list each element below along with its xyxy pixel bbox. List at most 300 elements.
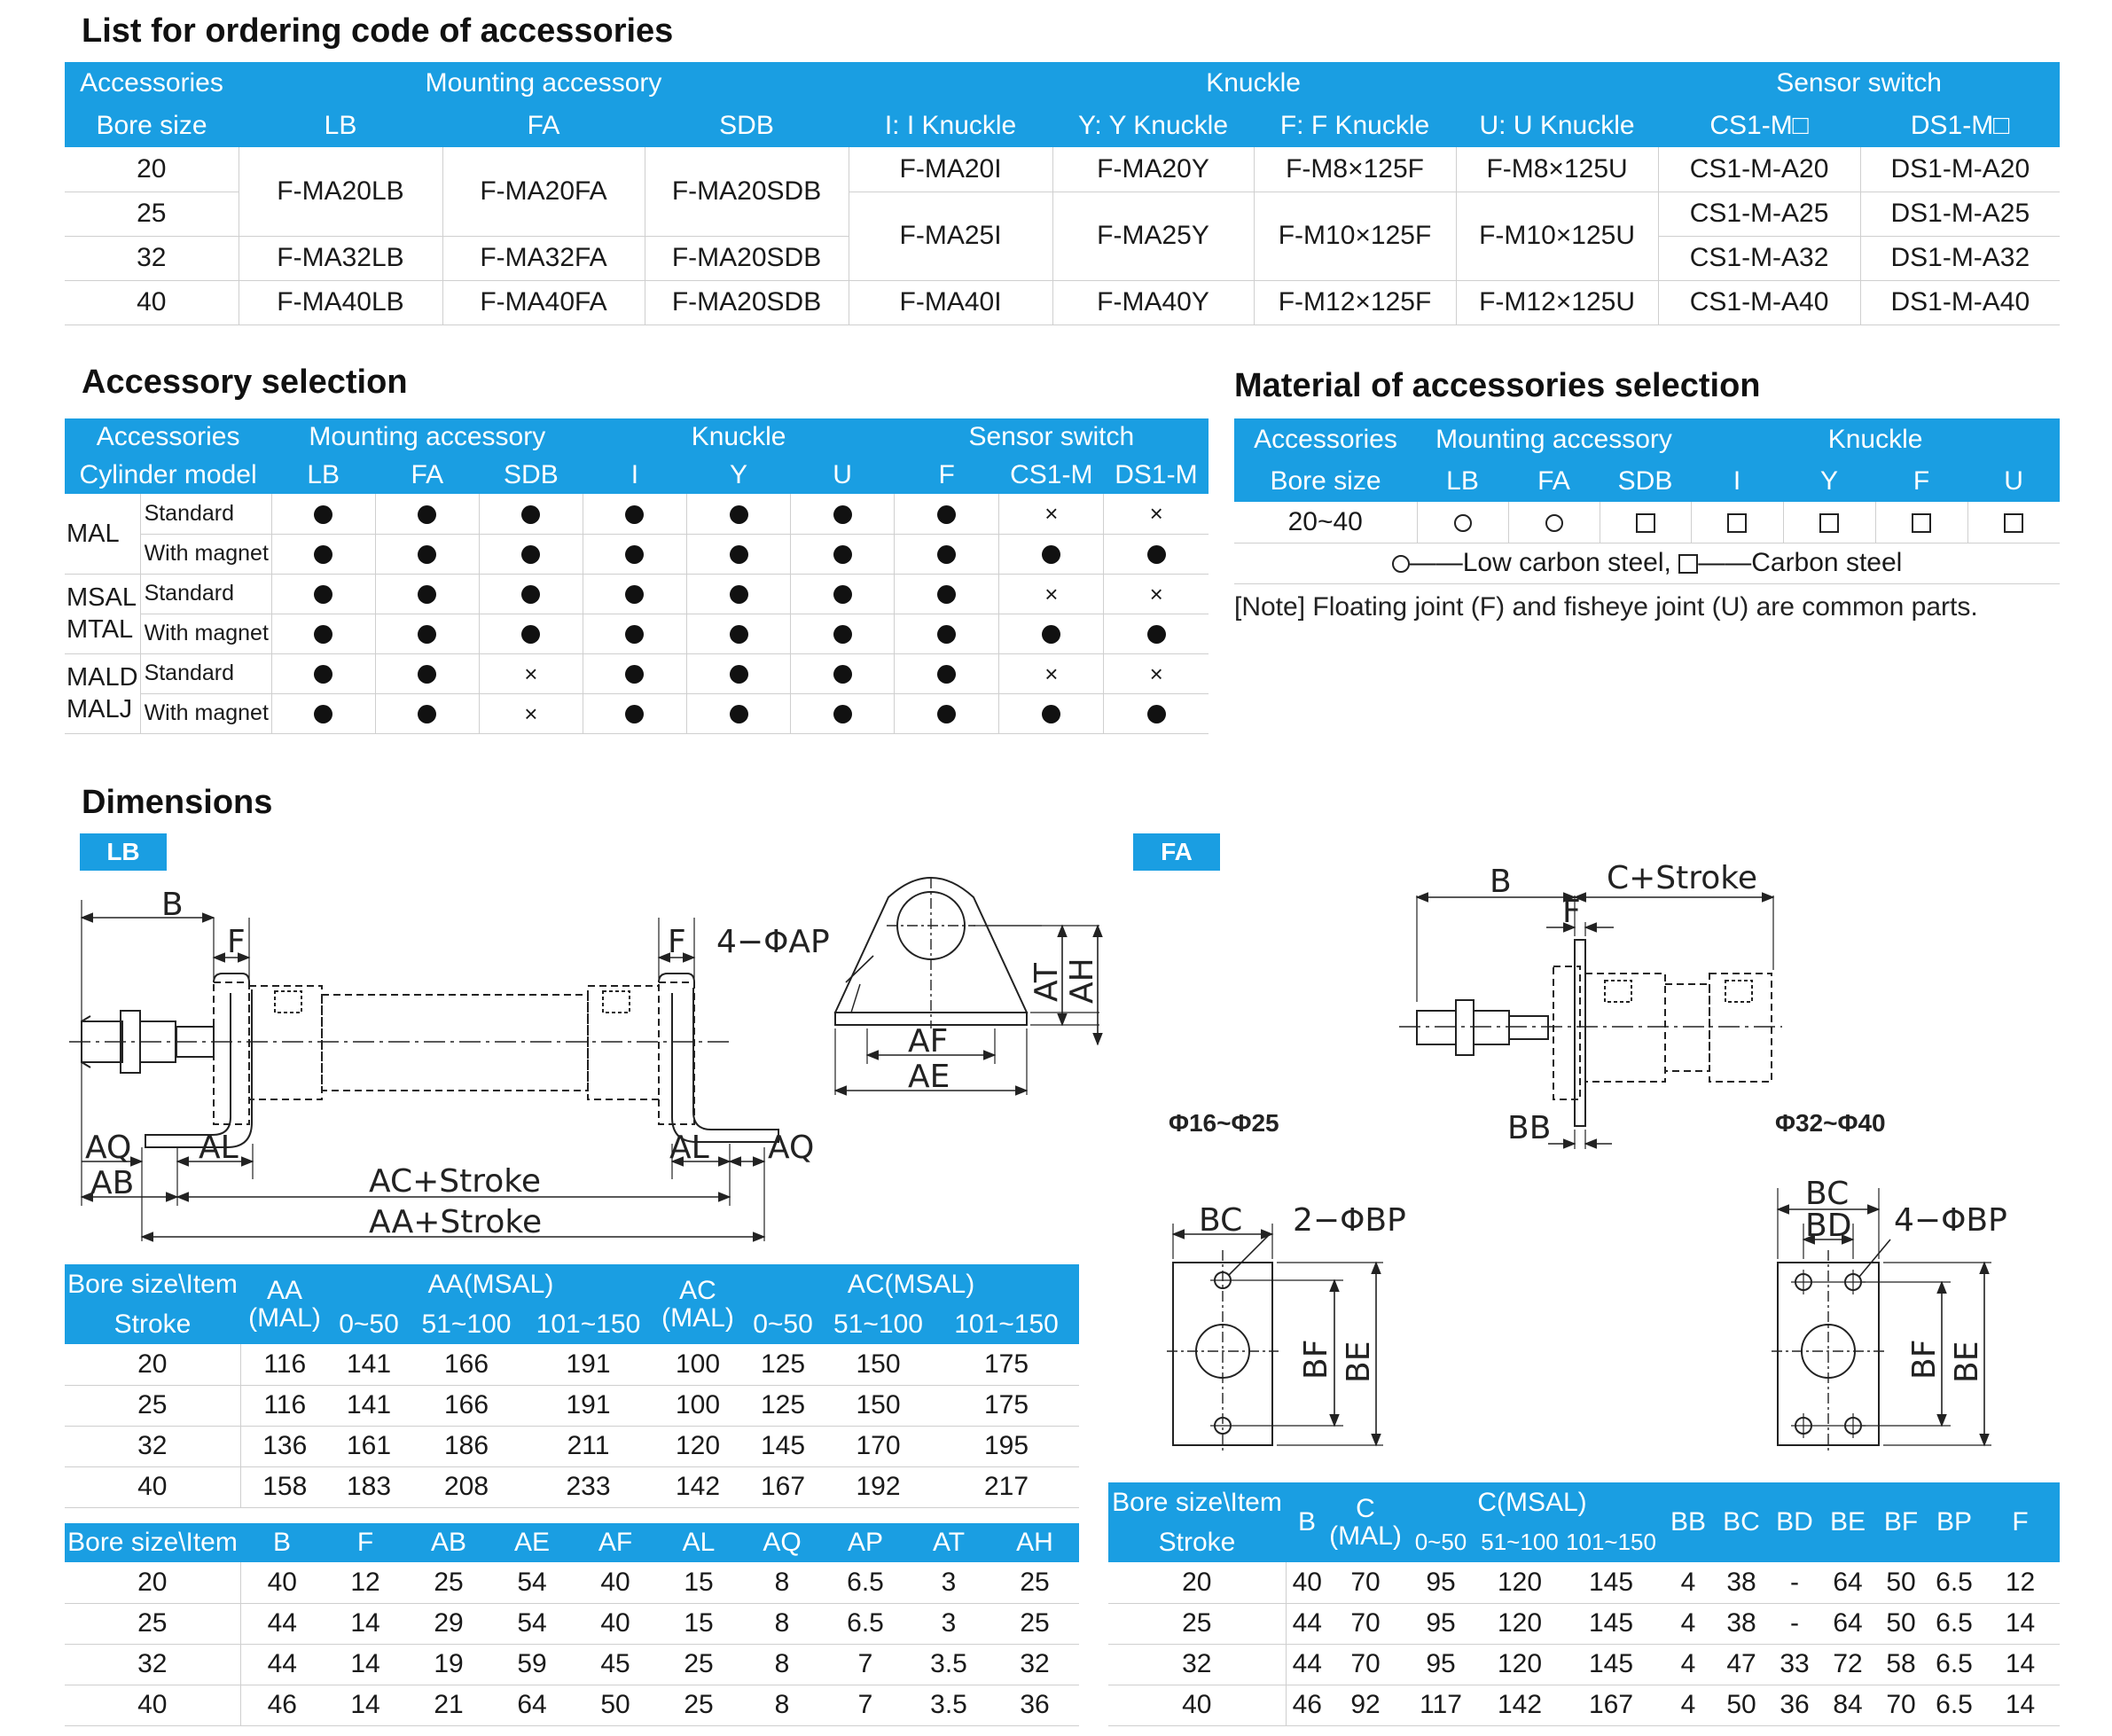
value-cell: 6.5 (1928, 1562, 1981, 1603)
ordering-h-f: F: F Knuckle (1254, 104, 1456, 147)
ordering-cell: F-MA20LB (239, 147, 442, 236)
ordering-cell: DS1-M-A20 (1860, 147, 2060, 192)
value-cell: 36 (1768, 1685, 1821, 1725)
value-cell: 120 (1479, 1644, 1561, 1685)
value-cell: 186 (409, 1426, 524, 1466)
ordering-h-sdb: SDB (645, 104, 849, 147)
value-cell: 145 (1561, 1644, 1662, 1685)
ordering-cell: F-M12×125F (1254, 280, 1456, 325)
ordering-cell: CS1-M-A40 (1658, 280, 1860, 325)
value-cell: 44 (1286, 1603, 1328, 1644)
value-cell: 6.5 (1928, 1603, 1981, 1644)
mat-h-accessories: Accessories (1234, 418, 1417, 460)
value-cell: 70 (1328, 1562, 1403, 1603)
lb-label-ap: 4−ΦAP (716, 924, 830, 960)
fa-tag: FA (1133, 833, 1220, 871)
value-cell: 40 (574, 1562, 657, 1603)
value-cell: 191 (524, 1344, 653, 1385)
value-cell: 84 (1821, 1685, 1874, 1725)
value-cell: 92 (1328, 1685, 1403, 1725)
ordering-h-u: U: U Knuckle (1456, 104, 1658, 147)
fa-label-b: B (1490, 864, 1512, 900)
value-cell: 95 (1403, 1644, 1479, 1685)
value-cell: 8 (740, 1644, 824, 1685)
lb-label-aa: AA+Stroke (369, 1204, 543, 1240)
cross-icon: × (1149, 580, 1163, 607)
ordering-h-lb: LB (239, 104, 442, 147)
ordering-bore: 25 (65, 192, 239, 236)
sel-h-f: F (895, 456, 999, 494)
value-cell: 50 (1874, 1603, 1928, 1644)
ordering-h-cs: CS1-M□ (1658, 104, 1860, 147)
lb-label-al-left: AL (199, 1130, 239, 1166)
sel-h-cs: CS1-M (999, 456, 1104, 494)
value-cell: 8 (740, 1603, 824, 1644)
value-cell: 6.5 (1928, 1644, 1981, 1685)
lb-label-ae: AE (908, 1059, 950, 1095)
lb-label-f-right: F (668, 924, 686, 960)
legend-low-carbon: ——Low carbon steel, (1409, 548, 1679, 577)
value-cell: 70 (1328, 1603, 1403, 1644)
value-cell: 3.5 (907, 1644, 990, 1685)
value-cell: 25 (990, 1603, 1079, 1644)
value-cell: 4 (1662, 1562, 1715, 1603)
value-cell: 25 (657, 1685, 740, 1725)
mat-h-f: F (1875, 460, 1967, 502)
mat-h-fa: FA (1508, 460, 1600, 502)
value-cell: 38 (1715, 1603, 1768, 1644)
value-cell: 95 (1403, 1603, 1479, 1644)
ordering-bore: 20 (65, 147, 239, 192)
lb1-h-ac-msal: AC(MSAL) (743, 1264, 1079, 1305)
value-cell: 46 (1286, 1685, 1328, 1725)
mat-h-lb: LB (1417, 460, 1508, 502)
value-cell: 58 (1874, 1644, 1928, 1685)
value-cell: 70 (1328, 1644, 1403, 1685)
value-cell: 47 (1715, 1644, 1768, 1685)
table-row (65, 1685, 1079, 1725)
lb2-header: B (240, 1523, 324, 1562)
fa-h-item: Bore size\Item (1108, 1482, 1286, 1523)
value-cell: 208 (409, 1466, 524, 1507)
value-cell: - (1768, 1562, 1821, 1603)
value-cell: 25 (990, 1562, 1079, 1603)
lb1-h-range: 51~100 (823, 1305, 934, 1344)
lb-dimension-table-2 (65, 1523, 1079, 1726)
ordering-h-accessories: Accessories (65, 62, 239, 104)
table-row (65, 1426, 1079, 1466)
fa-label-bp2: 2−ΦBP (1293, 1202, 1406, 1239)
value-cell: 3 (907, 1603, 990, 1644)
lb-label-aq-right: AQ (768, 1130, 815, 1166)
value-cell: 8 (740, 1562, 824, 1603)
ordering-cell: F-MA20Y (1052, 147, 1254, 192)
ordering-cell: F-M12×125U (1456, 280, 1658, 325)
lb1-h-range: 0~50 (743, 1305, 823, 1344)
value-cell: 44 (240, 1644, 324, 1685)
bore-cell: 32 (1108, 1644, 1286, 1685)
bore-cell: 20 (1108, 1562, 1286, 1603)
value-cell: 116 (240, 1344, 329, 1385)
cross-icon: × (1044, 660, 1059, 687)
fa-h-range: 51~100 (1479, 1523, 1561, 1562)
value-cell: 3.5 (907, 1685, 990, 1725)
table-row (1108, 1685, 2060, 1725)
value-cell: 50 (574, 1685, 657, 1725)
lb2-header: AQ (740, 1523, 824, 1562)
value-cell: 4 (1662, 1644, 1715, 1685)
value-cell: 50 (1715, 1685, 1768, 1725)
fa-label-bc-large: BC (1805, 1176, 1850, 1212)
ordering-bore: 40 (65, 280, 239, 325)
ordering-cell: F-MA20I (849, 147, 1052, 192)
value-cell: 12 (324, 1562, 407, 1603)
table-row (65, 1603, 1079, 1644)
value-cell: 4 (1662, 1603, 1715, 1644)
cylinder-model: MSAL MTAL (65, 574, 140, 653)
value-cell: 36 (990, 1685, 1079, 1725)
lb1-h-range: 0~50 (329, 1305, 409, 1344)
value-cell: 166 (409, 1385, 524, 1426)
lb-dimension-table-1 (65, 1264, 1079, 1508)
fa-dimension-table (1108, 1482, 2060, 1726)
value-cell: 46 (240, 1685, 324, 1725)
model-variant: Standard (140, 574, 271, 614)
fa-label-be-large: BE (1949, 1341, 1985, 1383)
value-cell: 161 (329, 1426, 409, 1466)
value-cell: 45 (574, 1644, 657, 1685)
value-cell: 25 (657, 1644, 740, 1685)
value-cell: 32 (990, 1644, 1079, 1685)
sel-h-model: Cylinder model (65, 456, 271, 494)
lb2-header: AL (657, 1523, 740, 1562)
value-cell: 100 (653, 1344, 743, 1385)
value-cell: 150 (823, 1344, 934, 1385)
lb2-header: AE (490, 1523, 574, 1562)
value-cell: 142 (1479, 1685, 1561, 1725)
value-cell: 7 (824, 1685, 907, 1725)
material-note: [Note] Floating joint (F) and fisheye joint (U) are common parts. (1234, 592, 1978, 622)
value-cell: 7 (824, 1644, 907, 1685)
mat-h-sdb: SDB (1600, 460, 1691, 502)
value-cell: 8 (740, 1685, 824, 1725)
value-cell: - (1768, 1603, 1821, 1644)
fa-h-b: B (1286, 1482, 1328, 1562)
sel-h-i: I (583, 456, 686, 494)
value-cell: 54 (490, 1562, 574, 1603)
bore-cell: 32 (65, 1426, 240, 1466)
value-cell: 211 (524, 1426, 653, 1466)
fa-header: BD (1768, 1482, 1821, 1562)
ordering-cell: DS1-M-A25 (1860, 192, 2060, 236)
value-cell: 136 (240, 1426, 329, 1466)
fa-header: BE (1821, 1482, 1874, 1562)
fa-label-be-small: BE (1341, 1341, 1377, 1383)
ordering-h-sensor: Sensor switch (1658, 62, 2060, 104)
cross-icon: × (1044, 500, 1059, 528)
value-cell: 40 (574, 1603, 657, 1644)
lb-label-at: AT (1029, 963, 1065, 1002)
fa-label-bf-large: BF (1906, 1339, 1943, 1380)
sel-h-fa: FA (375, 456, 479, 494)
value-cell: 25 (407, 1562, 490, 1603)
value-cell: 14 (1981, 1644, 2060, 1685)
sel-h-sdb: SDB (479, 456, 583, 494)
value-cell: 145 (1561, 1562, 1662, 1603)
lb-label-f-left: F (227, 924, 246, 960)
ordering-h-fa: FA (442, 104, 645, 147)
value-cell: 64 (1821, 1603, 1874, 1644)
value-cell: 167 (1561, 1685, 1662, 1725)
table-row (1108, 1603, 2060, 1644)
value-cell: 166 (409, 1344, 524, 1385)
sel-h-accessories: Accessories (65, 418, 271, 456)
lb2-header: AP (824, 1523, 907, 1562)
ordering-cell: DS1-M-A40 (1860, 280, 2060, 325)
fa-label-bp4: 4−ΦBP (1894, 1202, 2007, 1239)
value-cell: 14 (1981, 1603, 2060, 1644)
ordering-h-bore: Bore size (65, 104, 239, 147)
lb1-h-aa: AA (MAL) (240, 1264, 329, 1344)
value-cell: 141 (329, 1385, 409, 1426)
value-cell: 19 (407, 1644, 490, 1685)
value-cell: 70 (1874, 1685, 1928, 1725)
value-cell: 170 (823, 1426, 934, 1466)
value-cell: 142 (653, 1466, 743, 1507)
ordering-cell: F-MA40FA (442, 280, 645, 325)
cross-icon: × (1149, 500, 1163, 528)
ordering-cell: F-M10×125F (1254, 192, 1456, 280)
fa-label-f: F (1562, 894, 1581, 930)
sel-h-y: Y (687, 456, 791, 494)
ordering-cell: F-MA32LB (239, 236, 442, 280)
ordering-cell: CS1-M-A32 (1658, 236, 1860, 280)
value-cell: 72 (1821, 1644, 1874, 1685)
value-cell: 59 (490, 1644, 574, 1685)
lb1-h-range: 101~150 (934, 1305, 1079, 1344)
value-cell: 64 (490, 1685, 574, 1725)
fa-small-caption: Φ16~Φ25 (1169, 1109, 1279, 1137)
value-cell: 6.5 (824, 1603, 907, 1644)
fa-label-c: C+Stroke (1607, 860, 1758, 896)
value-cell: 64 (1821, 1562, 1874, 1603)
fa-h-range: 101~150 (1561, 1523, 1662, 1562)
value-cell: 100 (653, 1385, 743, 1426)
ordering-h-mounting: Mounting accessory (239, 62, 849, 104)
value-cell: 29 (407, 1603, 490, 1644)
value-cell: 217 (934, 1466, 1079, 1507)
value-cell: 6.5 (824, 1562, 907, 1603)
fa-large-caption: Φ32~Φ40 (1775, 1109, 1886, 1137)
fa-label-bf-small: BF (1298, 1339, 1334, 1380)
lb-label-ah: AH (1064, 958, 1100, 1004)
fa-header: F (1981, 1482, 2060, 1562)
fa-h-c-msal: C(MSAL) (1403, 1482, 1662, 1523)
cross-icon: × (1044, 580, 1059, 607)
ordering-cell: F-MA25I (849, 192, 1052, 280)
value-cell: 125 (743, 1344, 823, 1385)
bore-cell: 40 (65, 1466, 240, 1507)
fa-header: BC (1715, 1482, 1768, 1562)
cylinder-model: MAL (65, 494, 140, 574)
value-cell: 233 (524, 1466, 653, 1507)
ordering-cell: F-MA20FA (442, 147, 645, 236)
lb-label-ac: AC+Stroke (369, 1163, 542, 1200)
fa-h-range: 0~50 (1403, 1523, 1479, 1562)
model-variant: Standard (140, 494, 271, 534)
value-cell: 150 (823, 1385, 934, 1426)
model-variant: With magnet (140, 693, 271, 733)
mat-h-knuckle: Knuckle (1691, 418, 2060, 460)
value-cell: 40 (1286, 1562, 1328, 1603)
value-cell: 145 (1561, 1603, 1662, 1644)
value-cell: 21 (407, 1685, 490, 1725)
fa-small-flange (1167, 1224, 1383, 1454)
value-cell: 12 (1981, 1562, 2060, 1603)
ordering-cell: CS1-M-A20 (1658, 147, 1860, 192)
value-cell: 192 (823, 1466, 934, 1507)
table-row (1108, 1644, 2060, 1685)
sel-h-lb: LB (271, 456, 375, 494)
ordering-h-y: Y: Y Knuckle (1052, 104, 1254, 147)
ordering-title: List for ordering code of accessories (82, 12, 674, 50)
value-cell: 95 (1403, 1562, 1479, 1603)
value-cell: 120 (1479, 1603, 1561, 1644)
lb-label-ab: AB (90, 1165, 135, 1201)
fa-h-stroke: Stroke (1108, 1523, 1286, 1562)
value-cell: 120 (1479, 1562, 1561, 1603)
material-title: Material of accessories selection (1234, 367, 1761, 404)
lb-label-aq-left: AQ (85, 1130, 132, 1166)
table-row (1108, 1562, 2060, 1603)
bore-cell: 25 (65, 1603, 240, 1644)
value-cell: 117 (1403, 1685, 1479, 1725)
value-cell: 167 (743, 1466, 823, 1507)
ordering-cell: F-M10×125U (1456, 192, 1658, 280)
table-row (65, 1385, 1079, 1426)
fa-label-bb: BB (1507, 1110, 1552, 1146)
ordering-cell: F-MA20SDB (645, 236, 849, 280)
value-cell: 54 (490, 1603, 574, 1644)
cross-icon: × (524, 700, 538, 727)
lb-label-b: B (161, 887, 184, 923)
value-cell: 158 (240, 1466, 329, 1507)
value-cell: 6.5 (1928, 1685, 1981, 1725)
fa-side-view (1399, 895, 1782, 1149)
ordering-cell: F-M8×125U (1456, 147, 1658, 192)
ordering-bore: 32 (65, 236, 239, 280)
ordering-cell: F-MA32FA (442, 236, 645, 280)
fa-header: BB (1662, 1482, 1715, 1562)
sel-h-sensor: Sensor switch (895, 418, 1209, 456)
mat-h-y: Y (1783, 460, 1875, 502)
bore-cell: 40 (65, 1685, 240, 1725)
lb1-h-ac: AC (MAL) (653, 1264, 743, 1344)
lb1-h-range: 51~100 (409, 1305, 524, 1344)
lb2-header: F (324, 1523, 407, 1562)
ordering-cell: DS1-M-A32 (1860, 236, 2060, 280)
table-row (65, 1466, 1079, 1507)
ordering-h-knuckle: Knuckle (849, 62, 1658, 104)
ordering-cell: CS1-M-A25 (1658, 192, 1860, 236)
lb1-h-stroke: Stroke (65, 1305, 240, 1344)
lb-label-al-right: AL (669, 1130, 709, 1166)
ordering-cell: F-MA20SDB (645, 280, 849, 325)
value-cell: 116 (240, 1385, 329, 1426)
value-cell: 44 (1286, 1644, 1328, 1685)
bore-cell: 25 (65, 1385, 240, 1426)
lb-tag: LB (80, 833, 167, 871)
lb2-header: AH (990, 1523, 1079, 1562)
value-cell: 195 (934, 1426, 1079, 1466)
lb2-header: Bore size\Item (65, 1523, 240, 1562)
value-cell: 191 (524, 1385, 653, 1426)
value-cell: 44 (240, 1603, 324, 1644)
fa-label-bd: BD (1805, 1208, 1852, 1244)
value-cell: 14 (324, 1685, 407, 1725)
lb2-header: AF (574, 1523, 657, 1562)
cross-icon: × (524, 660, 538, 687)
selection-title: Accessory selection (82, 364, 408, 401)
bore-cell: 20 (65, 1562, 240, 1603)
lb1-h-aa-msal: AA(MSAL) (329, 1264, 653, 1305)
bore-cell: 20 (65, 1344, 240, 1385)
ordering-h-i: I: I Knuckle (849, 104, 1052, 147)
lb2-header: AB (407, 1523, 490, 1562)
value-cell: 15 (657, 1603, 740, 1644)
sel-h-knuckle: Knuckle (583, 418, 894, 456)
sel-h-u: U (791, 456, 895, 494)
value-cell: 14 (324, 1603, 407, 1644)
value-cell: 125 (743, 1385, 823, 1426)
value-cell: 33 (1768, 1644, 1821, 1685)
cross-icon: × (1149, 660, 1163, 687)
fa-header: BF (1874, 1482, 1928, 1562)
model-variant: Standard (140, 653, 271, 693)
lb1-h-item: Bore size\Item (65, 1264, 240, 1305)
lb1-h-range: 101~150 (524, 1305, 653, 1344)
value-cell: 40 (240, 1562, 324, 1603)
ordering-cell: F-MA25Y (1052, 192, 1254, 280)
mat-h-mounting: Mounting accessory (1417, 418, 1691, 460)
value-cell: 14 (1981, 1685, 2060, 1725)
sel-h-ds: DS1-M (1104, 456, 1209, 494)
sel-h-mounting: Mounting accessory (271, 418, 583, 456)
table-row (65, 1644, 1079, 1685)
value-cell: 14 (324, 1644, 407, 1685)
ordering-cell: F-MA40LB (239, 280, 442, 325)
cylinder-model: MALD MALJ (65, 653, 140, 733)
fa-header: BP (1928, 1482, 1981, 1562)
ordering-cell: F-M8×125F (1254, 147, 1456, 192)
dimensions-title: Dimensions (82, 784, 273, 821)
value-cell: 15 (657, 1562, 740, 1603)
value-cell: 175 (934, 1344, 1079, 1385)
value-cell: 38 (1715, 1562, 1768, 1603)
bore-cell: 32 (65, 1644, 240, 1685)
mat-h-i: I (1691, 460, 1783, 502)
value-cell: 50 (1874, 1562, 1928, 1603)
value-cell: 175 (934, 1385, 1079, 1426)
bore-cell: 25 (1108, 1603, 1286, 1644)
fa-label-bc-small: BC (1199, 1202, 1243, 1239)
value-cell: 183 (329, 1466, 409, 1507)
value-cell: 141 (329, 1344, 409, 1385)
fa-h-c: C (MAL) (1328, 1482, 1403, 1562)
mat-h-bore: Bore size (1234, 460, 1417, 502)
legend-carbon: ——Carbon steel (1698, 548, 1903, 577)
value-cell: 145 (743, 1426, 823, 1466)
